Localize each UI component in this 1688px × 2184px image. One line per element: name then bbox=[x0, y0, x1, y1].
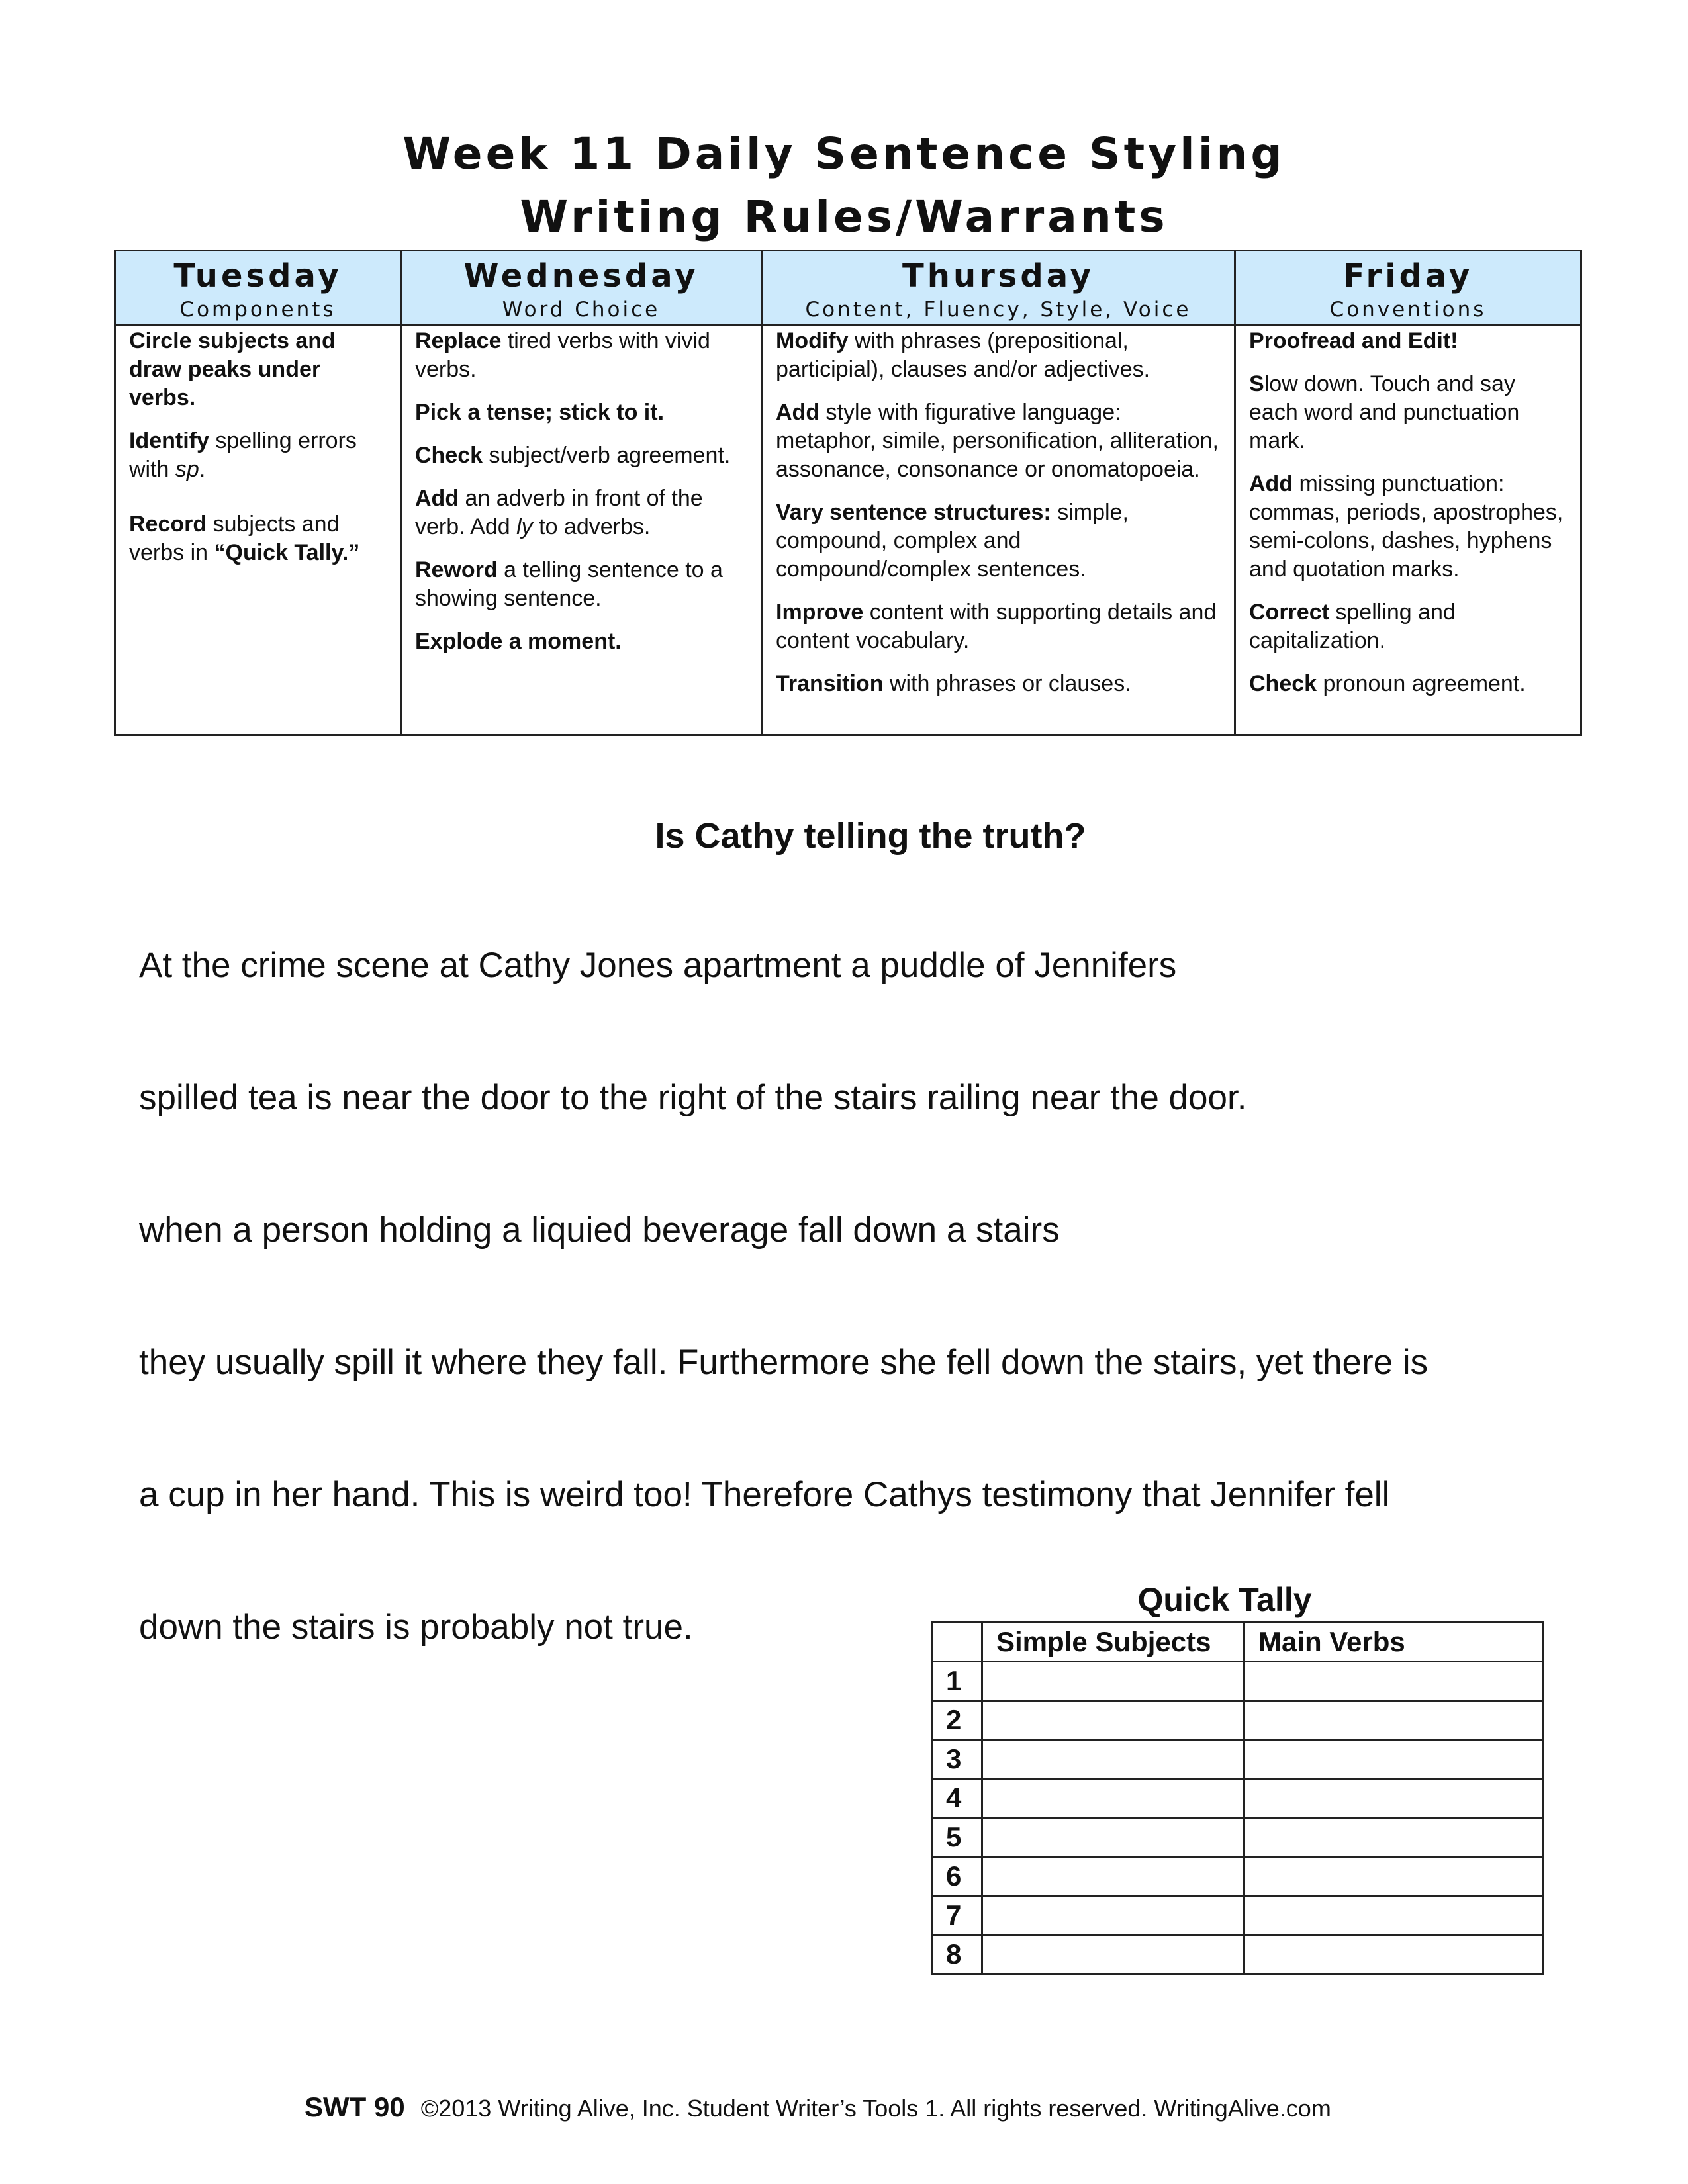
tally-row bbox=[932, 1818, 1543, 1857]
rule-item bbox=[776, 398, 1221, 484]
rule-item bbox=[1249, 598, 1567, 655]
day-subtitle: Content, Fluency, Style, Voice bbox=[805, 298, 1192, 322]
rule-bold: Check bbox=[1249, 671, 1317, 697]
rule-bold: Replace bbox=[415, 328, 502, 354]
tally-row-number: 7 bbox=[932, 1896, 982, 1935]
rule-item bbox=[776, 498, 1221, 584]
rule-bold: Transition bbox=[776, 671, 884, 697]
rule-tail: to adverbs. bbox=[532, 514, 651, 540]
tally-verb-cell[interactable] bbox=[1244, 1935, 1543, 1974]
rule-item bbox=[415, 441, 747, 470]
passage-line: they usually spill it where they fall. Furthermore she fell down the stairs, yet there is bbox=[139, 1343, 1429, 1382]
rule-item bbox=[776, 598, 1221, 655]
rule-bold: Add bbox=[776, 400, 820, 426]
tally-row-number: 4 bbox=[932, 1779, 982, 1818]
quick-tally-table bbox=[931, 1621, 1544, 1975]
tally-row bbox=[932, 1779, 1543, 1818]
rule-text: subjects and verbs in bbox=[129, 512, 340, 566]
rule-text: low down. Touch and say each word and punctuation mark. bbox=[1249, 371, 1520, 454]
rule-text: subject/verb agreement. bbox=[483, 443, 731, 469]
day-label: Wednesday bbox=[463, 257, 699, 295]
tally-verb-cell[interactable] bbox=[1244, 1896, 1543, 1935]
rule-item bbox=[776, 670, 1221, 698]
column-header-wednesday bbox=[401, 251, 762, 325]
day-label: Friday bbox=[1342, 257, 1474, 295]
tally-row bbox=[932, 1662, 1543, 1701]
column-header-thursday bbox=[762, 251, 1235, 325]
tally-row-number: 8 bbox=[932, 1935, 982, 1974]
rule-bold: Check bbox=[415, 443, 483, 469]
rule-text: with phrases or clauses. bbox=[883, 671, 1131, 697]
tally-subject-cell[interactable] bbox=[982, 1740, 1244, 1779]
rule-item bbox=[776, 327, 1221, 384]
rule-bold: Add bbox=[415, 486, 459, 512]
tally-row bbox=[932, 1935, 1543, 1974]
rule-item bbox=[415, 627, 747, 656]
rule-bold: Improve bbox=[776, 600, 864, 625]
day-label: Tuesday bbox=[173, 257, 342, 295]
rule-bold2: “Quick Tally.” bbox=[214, 540, 360, 566]
rule-item bbox=[1249, 670, 1567, 698]
rule-text: a telling sentence to a showing sentence. bbox=[415, 557, 723, 612]
tally-row bbox=[932, 1857, 1543, 1896]
rule-item bbox=[129, 327, 387, 412]
rule-bold: Vary sentence structures: bbox=[776, 500, 1051, 525]
tally-verb-cell[interactable] bbox=[1244, 1818, 1543, 1857]
rule-item bbox=[415, 398, 747, 427]
rule-item bbox=[129, 427, 387, 484]
footer bbox=[305, 2091, 1331, 2123]
rule-tail: . bbox=[199, 457, 206, 482]
tally-row-number: 3 bbox=[932, 1740, 982, 1779]
rule-text: content with supporting details and content vocabulary. bbox=[776, 600, 1217, 654]
column-header-friday bbox=[1235, 251, 1581, 325]
rule-bold: Pick a tense; stick to it. bbox=[415, 400, 665, 426]
tally-subject-cell[interactable] bbox=[982, 1701, 1244, 1740]
tally-header: Main Verbs bbox=[1244, 1623, 1543, 1662]
tally-row bbox=[932, 1896, 1543, 1935]
rule-text: spelling and capitalization. bbox=[1249, 600, 1456, 654]
rule-text: style with figurative language: metaphor, simile, personification, alliteration, assonance, consonance or onomatopoeia. bbox=[776, 400, 1219, 482]
rule-bold: S bbox=[1249, 371, 1264, 397]
day-subtitle: Components bbox=[179, 298, 336, 322]
rule-text: with phrases (prepositional, participial), clauses and/or adjectives. bbox=[776, 328, 1150, 383]
tally-subject-cell[interactable] bbox=[982, 1857, 1244, 1896]
rules-cell-friday bbox=[1235, 325, 1581, 735]
tally-row bbox=[932, 1740, 1543, 1779]
tally-header: Simple Subjects bbox=[982, 1623, 1244, 1662]
rule-italic: ly bbox=[516, 514, 533, 540]
passage-question: Is Cathy telling the truth? bbox=[655, 816, 1086, 856]
rule-bold: Circle subjects and draw peaks under verbs. bbox=[129, 328, 336, 411]
rule-text: missing punctuation: commas, periods, apostrophes, semi-colons, dashes, hyphens and quotation marks. bbox=[1249, 471, 1564, 582]
passage-line: spilled tea is near the door to the right of the stairs railing near the door. bbox=[139, 1078, 1247, 1117]
rule-bold: Identify bbox=[129, 428, 209, 454]
rule-bold: Modify bbox=[776, 328, 849, 354]
rules-table bbox=[114, 250, 1582, 736]
rule-bold: Reword bbox=[415, 557, 498, 583]
rules-cell-thursday bbox=[762, 325, 1235, 735]
rule-text: simple, compound, complex and compound/complex sentences. bbox=[776, 500, 1129, 582]
tally-subject-cell[interactable] bbox=[982, 1779, 1244, 1818]
rule-item bbox=[415, 556, 747, 613]
tally-header bbox=[932, 1623, 982, 1662]
rule-bold: Add bbox=[1249, 471, 1293, 497]
rule-italic: sp bbox=[175, 457, 199, 482]
passage-line: a cup in her hand. This is weird too! Therefore Cathys testimony that Jennifer fell bbox=[139, 1475, 1390, 1514]
tally-verb-cell[interactable] bbox=[1244, 1779, 1543, 1818]
rule-item bbox=[1249, 370, 1567, 455]
rules-cell-wednesday bbox=[401, 325, 762, 735]
rule-text: tired verbs with vivid verbs. bbox=[415, 328, 710, 383]
rule-text: an adverb in front of the verb. Add bbox=[415, 486, 703, 540]
tally-subject-cell[interactable] bbox=[982, 1896, 1244, 1935]
rule-bold: Correct bbox=[1249, 600, 1329, 625]
quick-tally-title: Quick Tally bbox=[1137, 1581, 1312, 1618]
tally-row-number: 2 bbox=[932, 1701, 982, 1740]
day-subtitle: Word Choice bbox=[502, 298, 661, 322]
rule-bold: Record bbox=[129, 512, 207, 537]
page-title: Week 11 Daily Sentence Styling bbox=[402, 128, 1286, 179]
tally-verb-cell[interactable] bbox=[1244, 1740, 1543, 1779]
rules-cell-tuesday bbox=[115, 325, 401, 735]
tally-verb-cell[interactable] bbox=[1244, 1857, 1543, 1896]
rule-item bbox=[129, 510, 387, 567]
tally-subject-cell[interactable] bbox=[982, 1662, 1244, 1701]
tally-verb-cell[interactable] bbox=[1244, 1701, 1543, 1740]
footer-copyright: ©2013 Writing Alive, Inc. Student Writer’s Tools 1. All rights reserved. WritingAlive.com bbox=[420, 2095, 1331, 2122]
passage-line: when a person holding a liquied beverage fall down a stairs bbox=[139, 1210, 1060, 1250]
tally-subject-cell[interactable] bbox=[982, 1935, 1244, 1974]
tally-subject-cell[interactable] bbox=[982, 1818, 1244, 1857]
tally-verb-cell[interactable] bbox=[1244, 1662, 1543, 1701]
tally-row-number: 1 bbox=[932, 1662, 982, 1701]
rule-item bbox=[415, 327, 747, 384]
page-subtitle: Writing Rules/Warrants bbox=[520, 191, 1168, 242]
rule-text: pronoun agreement. bbox=[1317, 671, 1526, 697]
rule-text: spelling errors with bbox=[129, 428, 357, 482]
rule-item bbox=[415, 484, 747, 541]
rule-item bbox=[1249, 470, 1567, 584]
rule-bold: Proofread and Edit! bbox=[1249, 328, 1458, 354]
tally-row-number: 5 bbox=[932, 1818, 982, 1857]
tally-row bbox=[932, 1701, 1543, 1740]
rule-item bbox=[1249, 327, 1567, 355]
passage-line: At the crime scene at Cathy Jones apartment a puddle of Jennifers bbox=[139, 946, 1177, 985]
tally-row-number: 6 bbox=[932, 1857, 982, 1896]
day-subtitle: Conventions bbox=[1329, 298, 1487, 322]
passage-line: down the stairs is probably not true. bbox=[139, 1608, 693, 1647]
column-header-tuesday bbox=[115, 251, 401, 325]
rule-bold: Explode a moment. bbox=[415, 629, 622, 655]
day-label: Thursday bbox=[902, 257, 1094, 295]
footer-code: SWT 90 bbox=[305, 2091, 405, 2122]
